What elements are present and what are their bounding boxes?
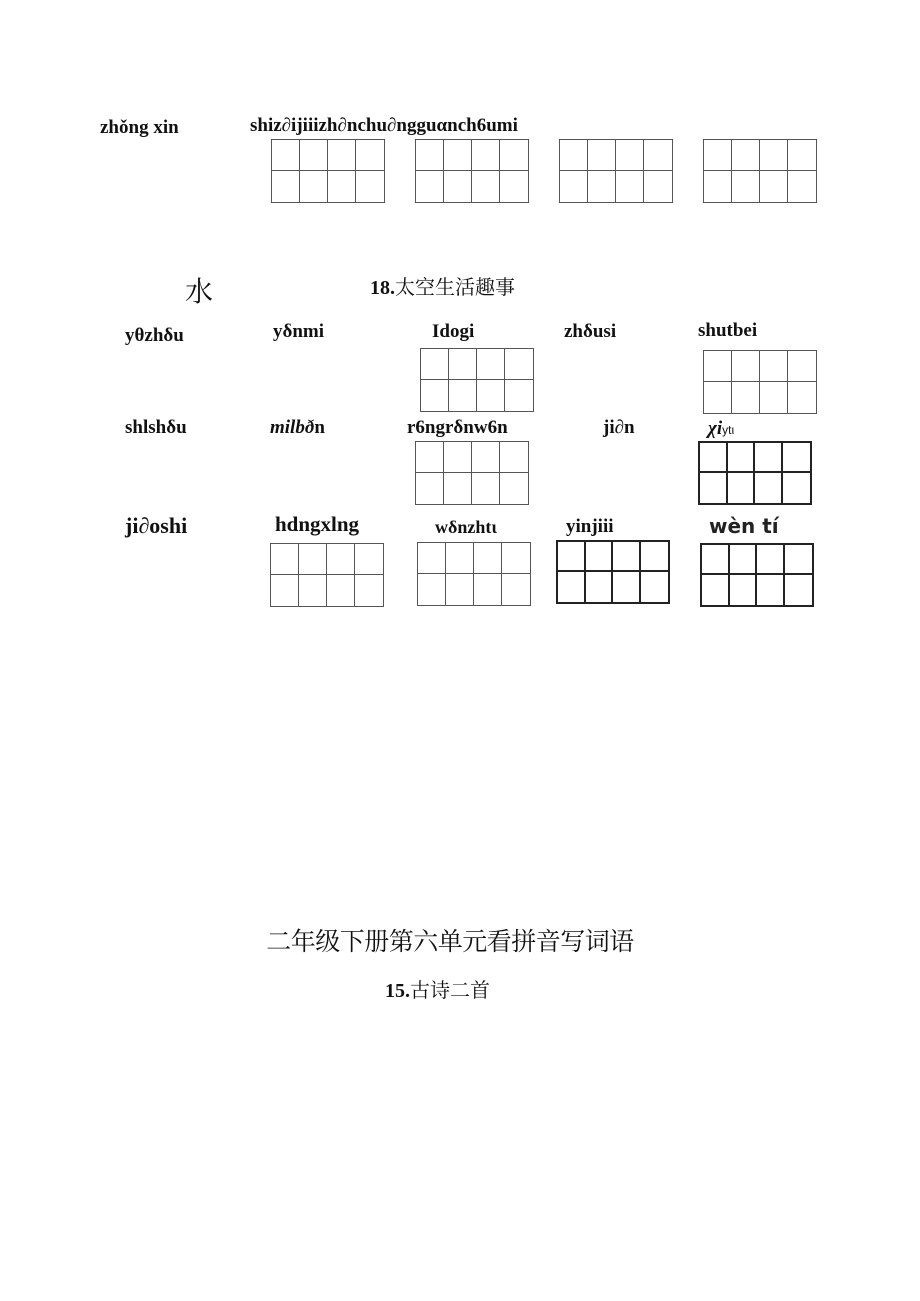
pinyin-chi-part: χi (708, 418, 723, 439)
pinyin-word-small (708, 418, 734, 440)
pinyin-word: wèn tí (709, 514, 779, 538)
writing-grid[interactable] (559, 139, 673, 203)
section-18-heading (370, 271, 515, 300)
writing-grid[interactable] (698, 441, 812, 505)
pinyin-plain-part: n (314, 417, 325, 438)
writing-grid[interactable] (417, 542, 531, 606)
pinyin-word: yinjiii (566, 516, 614, 537)
stray-character: 水 (185, 275, 214, 308)
section-18-title: 太空生活趣事 (395, 275, 515, 299)
writing-grid[interactable] (556, 540, 670, 604)
pinyin-word: zhδusi (564, 321, 617, 342)
writing-grid[interactable] (703, 350, 817, 414)
writing-grid[interactable] (271, 139, 385, 203)
pinyin-word: hdngxlng (275, 512, 360, 536)
section-15-number: 15. (385, 980, 410, 1002)
pinyin-long-line: shiz∂ijiiizh∂nchu∂ngguαnch6umi (250, 115, 518, 136)
pinyin-word: shlshδu (125, 417, 187, 438)
writing-grid[interactable] (700, 543, 814, 607)
pinyin-italic-part: milbð (270, 417, 315, 438)
pinyin-word: wδnzhtι (435, 517, 497, 537)
pinyin-zhong-xin: zhǒng xin (100, 117, 179, 138)
pinyin-word: yθzhδu (125, 325, 184, 346)
writing-grid[interactable] (415, 441, 529, 505)
pinyin-word: Idogi (432, 321, 475, 342)
section-15-title: 古诗二首 (410, 978, 490, 1002)
pinyin-word: r6ngrδnw6n (407, 417, 508, 438)
pinyin-word-mixed (270, 417, 325, 439)
pinyin-small-part: ytι (722, 423, 735, 437)
page-title: 二年级下册第六单元看拼音写词语 (266, 927, 634, 956)
writing-grid[interactable] (415, 139, 529, 203)
section-18-number: 18. (370, 277, 395, 299)
pinyin-word: shutbei (698, 320, 758, 341)
pinyin-word: ji∂oshi (125, 513, 188, 538)
section-15-heading (385, 974, 490, 1003)
pinyin-word: yδnmi (273, 321, 325, 342)
writing-grid[interactable] (703, 139, 817, 203)
pinyin-word: ji∂n (603, 417, 635, 438)
writing-grid[interactable] (420, 348, 534, 412)
writing-grid[interactable] (270, 543, 384, 607)
